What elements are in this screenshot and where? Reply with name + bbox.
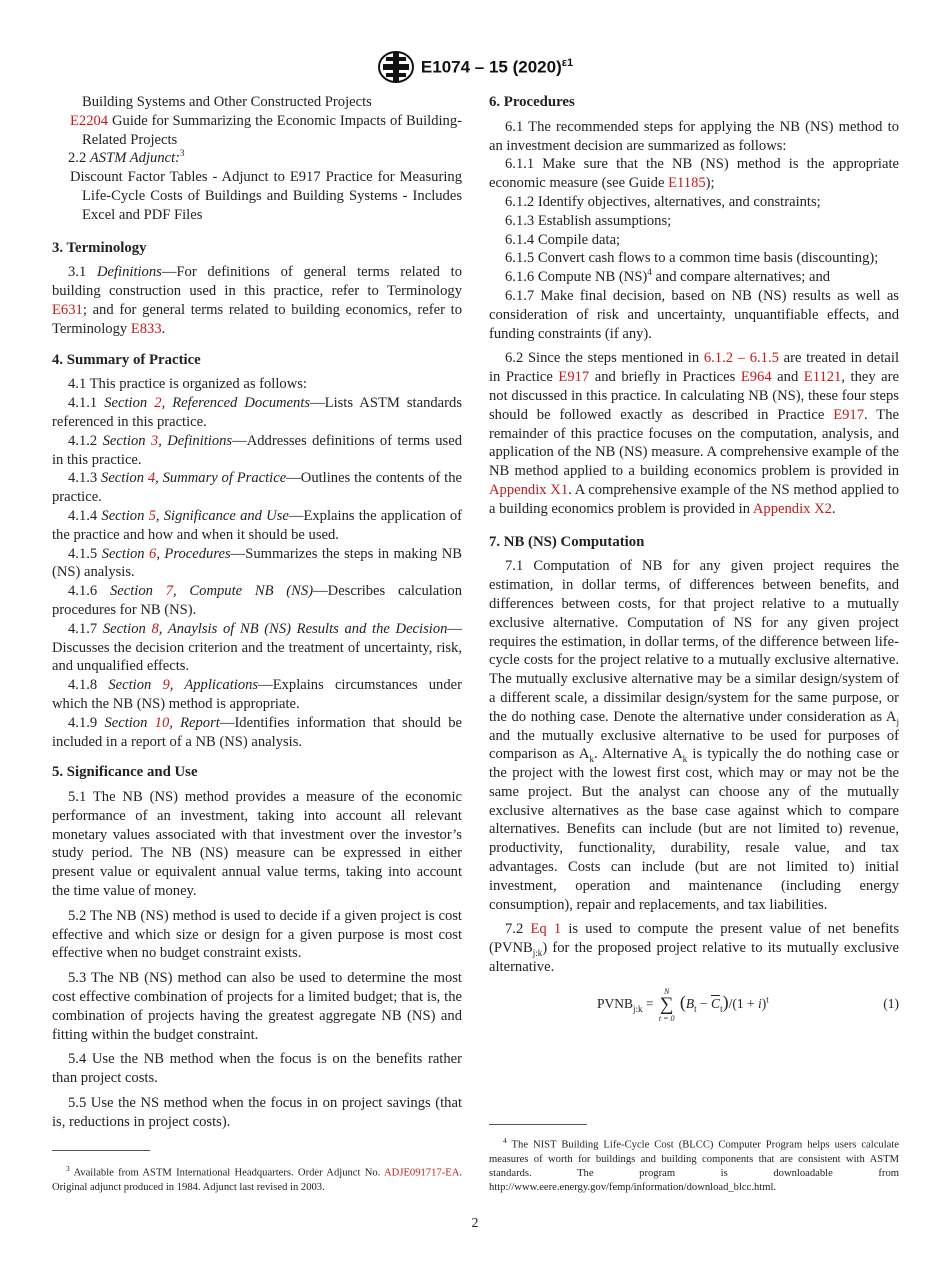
summary-items	[52, 394, 462, 751]
link-e964[interactable]: E964	[740, 369, 772, 386]
section-link[interactable]: 9	[162, 677, 170, 694]
equation-number: (1)	[883, 996, 899, 1012]
heading-nb-ns-computation: 7. NB (NS) Computation	[489, 533, 645, 550]
section-link[interactable]: 2	[154, 395, 162, 412]
section-6-1-4: 6.1.4 Compile data;	[505, 231, 621, 248]
section-6-1-3: 6.1.3 Establish assumptions;	[505, 212, 672, 229]
equation-1	[489, 987, 899, 1023]
ref-continuation: Building Systems and Other Constructed Projects	[82, 94, 372, 110]
link-adjunct-order[interactable]: ADJE091717-EA	[384, 1167, 460, 1179]
section-link[interactable]: 7	[165, 583, 173, 600]
summation-icon: N ∑ t = 0	[658, 986, 675, 1023]
heading-procedures: 6. Procedures	[489, 94, 575, 110]
footnote-divider-right	[489, 1124, 587, 1125]
heading-terminology: 3. Terminology	[52, 239, 147, 256]
section-5-1: 5.1 The NB (NS) method provides a measure of the economic performance of an investment, taking into account all relevant monetary values associated with that investment over the investor’s study period. The NB (NS) measure can be expressed in either present value or equivalent annual value terms, taking into account the time value of money.	[52, 789, 462, 900]
link-6-1-2-to-6-1-5[interactable]: 6.1.2 – 6.1.5	[703, 350, 779, 367]
section-link[interactable]: 10	[154, 714, 170, 731]
page-header	[0, 50, 950, 84]
link-appendix-x2[interactable]: Appendix X2	[752, 500, 832, 517]
section-7-2: 7.2 Eq 1 is used to compute the present value of net benefits $(PVNB_{j:k})$ for the proposed project relative to its mutually exclusive alternative.	[489, 921, 899, 976]
section-link[interactable]: 5	[148, 507, 156, 524]
heading-significance-and-use: 5. Significance and Use	[52, 764, 198, 781]
summary-item: 4.1.5 Section 6, Procedures—Summarizes the steps in making NB (NS) analysis.	[52, 545, 462, 581]
summary-item: 4.1.3 Section 4, Summary of Practice—Outlines the contents of the practice.	[52, 470, 463, 506]
section-7-1: 7.1 Computation of NB for any given project requires the estimation, in dollar terms, of differences between benefits, and differences between costs, for that project relative to a mutually exclusive alternative. Computation of NS for any given project requires the estimation, in dollar terms, of the difference between life-cycle costs for the project relative to a mutually exclusive alternative. The mutually exclusive alternative may be a similar design/system of a different scale, a dissimilar design/system for the same purpose, or the do nothing case. Denote the alternative under consideration as $A_j$ and the mutually exclusive alternative to be used for purposes of comparison as $A_k$. Alternative $A_k$ is typically the do nothing case or the project with the lowest first cost, which may or may not be the same project. But the analyst can choose any of the mutually exclusive alternatives as the base case against which to compare alternatives. Benefits can include (but are not limited to) revenue, productivity, functionality, durability, resale value, and tax advantages. Costs can include (but are not limited to) initial investment, operation and maintenance (including energy consumption), repair and replacements, and tax liabilities.	[489, 558, 899, 913]
link-e917-2[interactable]: E917	[833, 406, 865, 423]
footnote-divider-left	[52, 1150, 150, 1151]
footnote-3: $^3$ Available from ASTM International Headquarters. Order Adjunct No. ADJE091717-EA. Original adjunct produced in 1984. Adjunct last revised in 2003.	[52, 1164, 462, 1193]
section-link[interactable]: 8	[151, 620, 159, 637]
section-6-1-7: 6.1.7 Make final decision, based on NB (NS) results as well as consideration of risk and uncertainty, unquantifiable effects, and funding constraints (if any).	[489, 287, 899, 342]
section-6-1-6: 6.1.6 Compute NB (NS)$^4$ and compare alternatives; and	[505, 267, 831, 286]
footnote-ref-4[interactable]: 4	[647, 267, 652, 278]
ref-e2204: E2204 Guide for Summarizing the Economic Impacts of Building-Related Projects	[70, 112, 462, 148]
page-number: 2	[471, 1216, 479, 1231]
link-e1121[interactable]: E1121	[803, 369, 842, 386]
link-e1185[interactable]: E1185	[668, 175, 706, 192]
link-e2204[interactable]: E2204	[70, 112, 109, 129]
section-5-3: 5.3 The NB (NS) method can also be used to determine the most cost effective combination of projects for a limited budget; that is, the combination of projects having the greatest aggregate NB (NS) and fitting within the budget constraint.	[52, 970, 462, 1043]
link-e833[interactable]: E833	[130, 320, 162, 337]
section-4-1: 4.1 This practice is organized as follows:	[68, 376, 307, 393]
section-6-1: 6.1 The recommended steps for applying the NB (NS) method to an investment decision are summarized as follows:	[489, 118, 899, 154]
section-2-2: 2.2 ASTM Adjunct:$^3$	[68, 148, 185, 167]
summary-item: 4.1.8 Section 9, Applications—Explains circumstances under which the NB (NS) method is appropriate.	[52, 677, 462, 712]
section-3-1: 3.1 Definitions—For definitions of general terms related to building construction used in this practice, refer to Terminology E631; and for general terms related to building economics, refer to Terminology E833.	[52, 264, 463, 337]
link-e917[interactable]: E917	[558, 369, 590, 386]
section-6-1-5: 6.1.5 Convert cash flows to a common time basis (discounting);	[505, 250, 879, 267]
section-link[interactable]: 4	[147, 470, 156, 487]
equation-body: $PVNB_{j:k}$ = N ∑ t = 0 $(B_t - \overline{C}_t)/(1 + i)^t$	[597, 986, 769, 1023]
footnote-ref-3[interactable]: 3	[180, 148, 185, 159]
heading-summary-of-practice: 4. Summary of Practice	[52, 351, 201, 368]
section-link[interactable]: 6	[149, 545, 157, 562]
section-6-1-2: 6.1.2 Identify objectives, alternatives, and constraints;	[505, 193, 821, 210]
section-link[interactable]: 3	[150, 432, 159, 449]
right-column	[489, 93, 899, 1023]
summary-item: 4.1.4 Section 5, Significance and Use—Explains the application of the practice and how and when it should be used.	[52, 507, 462, 543]
link-e631[interactable]: E631	[52, 301, 83, 318]
section-6-2: 6.2 Since the steps mentioned in 6.1.2 – 6.1.5 are treated in detail in Practice E917 and briefly in Practices E964 and E1121, they are not discussed in this practice. In calculating NB (NS), these four steps should be followed exactly as described in Practice E917. The remainder of this practice focuses on the computation, analysis, and application of the NB (NS) measure. A comprehensive example of the NB method applied to a building economics problem is provided in Appendix X1. A comprehensive example of the NS method applied to a building economics problem is provided in Appendix X2.	[489, 350, 900, 517]
summary-item: 4.1.9 Section 10, Report—Identifies information that should be included in a report of a NB (NS) analysis.	[52, 714, 462, 750]
link-eq-1[interactable]: Eq 1	[530, 921, 562, 938]
summary-item: 4.1.6 Section 7, Compute NB (NS)—Describes calculation procedures for NB (NS).	[52, 583, 462, 618]
link-appendix-x1[interactable]: Appendix X1	[489, 481, 569, 498]
footnote-4: $^4$ The NIST Building Life-Cycle Cost (BLCC) Computer Program helps users calculate measures of worth for buildings and building components that are consistent with ASTM standards. The program is downloadable from http://www.eere.energy.gov/femp/information/download_blcc.html.	[489, 1136, 899, 1193]
document-designation: E1074 – 15 $(2020)^{\varepsilon 1}$	[420, 56, 574, 77]
summary-item: 4.1.2 Section 3, Definitions—Addresses definitions of terms used in this practice.	[52, 432, 462, 468]
section-5-4: 5.4 Use the NB method when the focus is on the benefits rather than project costs.	[52, 1051, 462, 1087]
summary-item: 4.1.7 Section 8, Anaylsis of NB (NS) Results and the Decision—Discusses the decision criterion and the treatment of uncertainty, risk, and unqualified effects.	[52, 620, 463, 675]
adjunct-entry: Discount Factor Tables - Adjunct to E917 Practice for Measuring Life-Cycle Costs of Buildings and Building Systems - Includes Excel and PDF Files	[70, 169, 462, 223]
astm-logo-icon	[377, 50, 415, 84]
summary-item: 4.1.1 Section 2, Referenced Documents—Lists ASTM standards referenced in this practice.	[52, 395, 462, 430]
section-5-5: 5.5 Use the NS method when the focus in on project savings (that is, reductions in project costs).	[52, 1095, 462, 1130]
section-6-1-1: 6.1.1 Make sure that the NB (NS) method is the appropriate economic measure (see Guide E1185);	[489, 156, 899, 192]
left-column	[52, 93, 462, 1132]
section-5-2: 5.2 The NB (NS) method is used to decide if a given project is cost effective and which size or design for a given purpose is most cost effective when no budget constraint exists.	[52, 907, 462, 962]
